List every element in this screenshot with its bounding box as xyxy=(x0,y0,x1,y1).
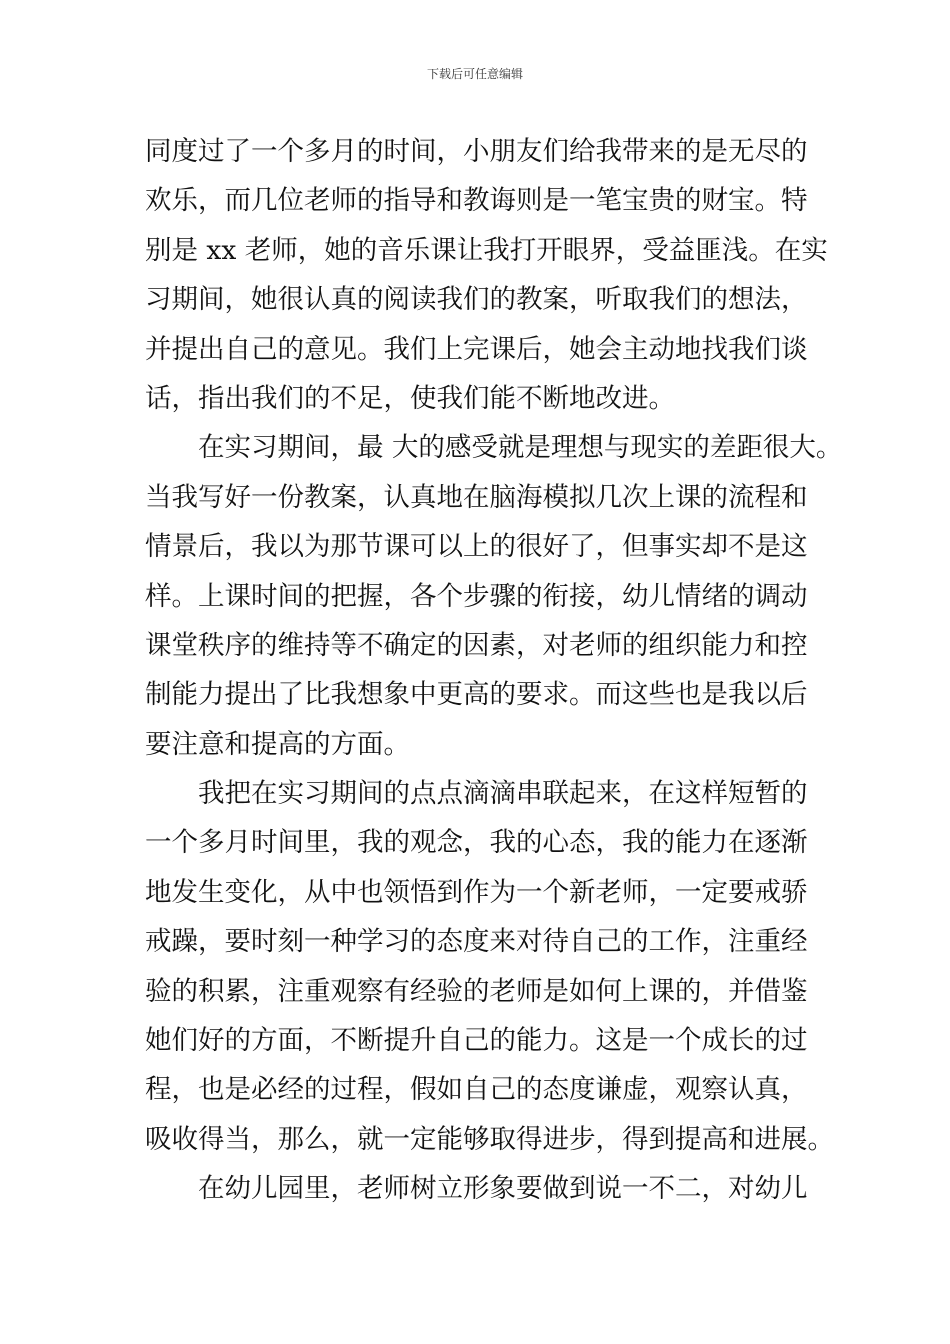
text-line: 验的积累，注重观察有经验的老师是如何上课的，并借鉴 xyxy=(145,975,808,1007)
paragraph-3 xyxy=(145,769,834,1164)
text-line: 地发生变化，从中也领悟到作为一个新老师，一定要戒骄 xyxy=(145,876,808,908)
text-line: 在实习期间，最 大的感受就是理想与现实的差距很大。 xyxy=(198,432,843,464)
text-line: 要注意和提高的方面。 xyxy=(145,728,410,760)
paragraph-1 xyxy=(145,127,828,423)
paragraph-4 xyxy=(145,1164,808,1213)
text-line: 当我写好一份教案，认真地在脑海模拟几次上课的流程和 xyxy=(145,481,808,513)
text-line: 同度过了一个多月的时间，小朋友们给我带来的是无尽的 xyxy=(145,136,808,167)
text-line: 一个多月时间里，我的观念，我的心态，我的能力在逐渐 xyxy=(145,827,808,859)
text-line: 情景后，我以为那节课可以上的很好了，但事实却不是这 xyxy=(145,531,808,563)
page-header-note: 下载后可任意编辑 xyxy=(426,67,523,81)
text-line: 我把在实习期间的点点滴滴串联起来，在这样短暂的 xyxy=(198,778,808,810)
text-line: 习期间，她很认真的阅读我们的教案，听取我们的想法， xyxy=(145,284,808,316)
text-line: 话，指出我们的不足，使我们能不断地改进。 xyxy=(145,382,675,414)
text-line: 别是 xx 老师，她的音乐课让我打开眼界，受益匪浅。在实 xyxy=(145,234,828,266)
text-line: 在幼儿园里，老师树立形象要做到说一不二，对幼儿 xyxy=(198,1173,808,1205)
text-line: 课堂秩序的维持等不确定的因素，对老师的组织能力和控 xyxy=(145,629,808,661)
text-line: 她们好的方面，不断提升自己的能力。这是一个成长的过 xyxy=(145,1025,808,1057)
text-line: 程，也是必经的过程，假如自己的态度谦虚，观察认真， xyxy=(145,1074,808,1106)
text-line: 欢乐，而几位老师的指导和教诲则是一笔宝贵的财宝。特 xyxy=(145,185,808,217)
text-line: 戒躁，要时刻一种学习的态度来对待自己的工作，注重经 xyxy=(145,926,808,958)
paragraph-2 xyxy=(145,423,843,769)
document-body xyxy=(145,127,843,1214)
text-line: 吸收得当，那么，就一定能够取得进步，得到提高和进展。 xyxy=(145,1123,834,1155)
text-line: 并提出自己的意见。我们上完课后，她会主动地找我们谈 xyxy=(145,333,808,365)
text-line: 样。上课时间的把握，各个步骤的衔接，幼儿情绪的调动 xyxy=(145,580,808,612)
text-line: 制能力提出了比我想象中更高的要求。而这些也是我以后 xyxy=(145,679,808,711)
